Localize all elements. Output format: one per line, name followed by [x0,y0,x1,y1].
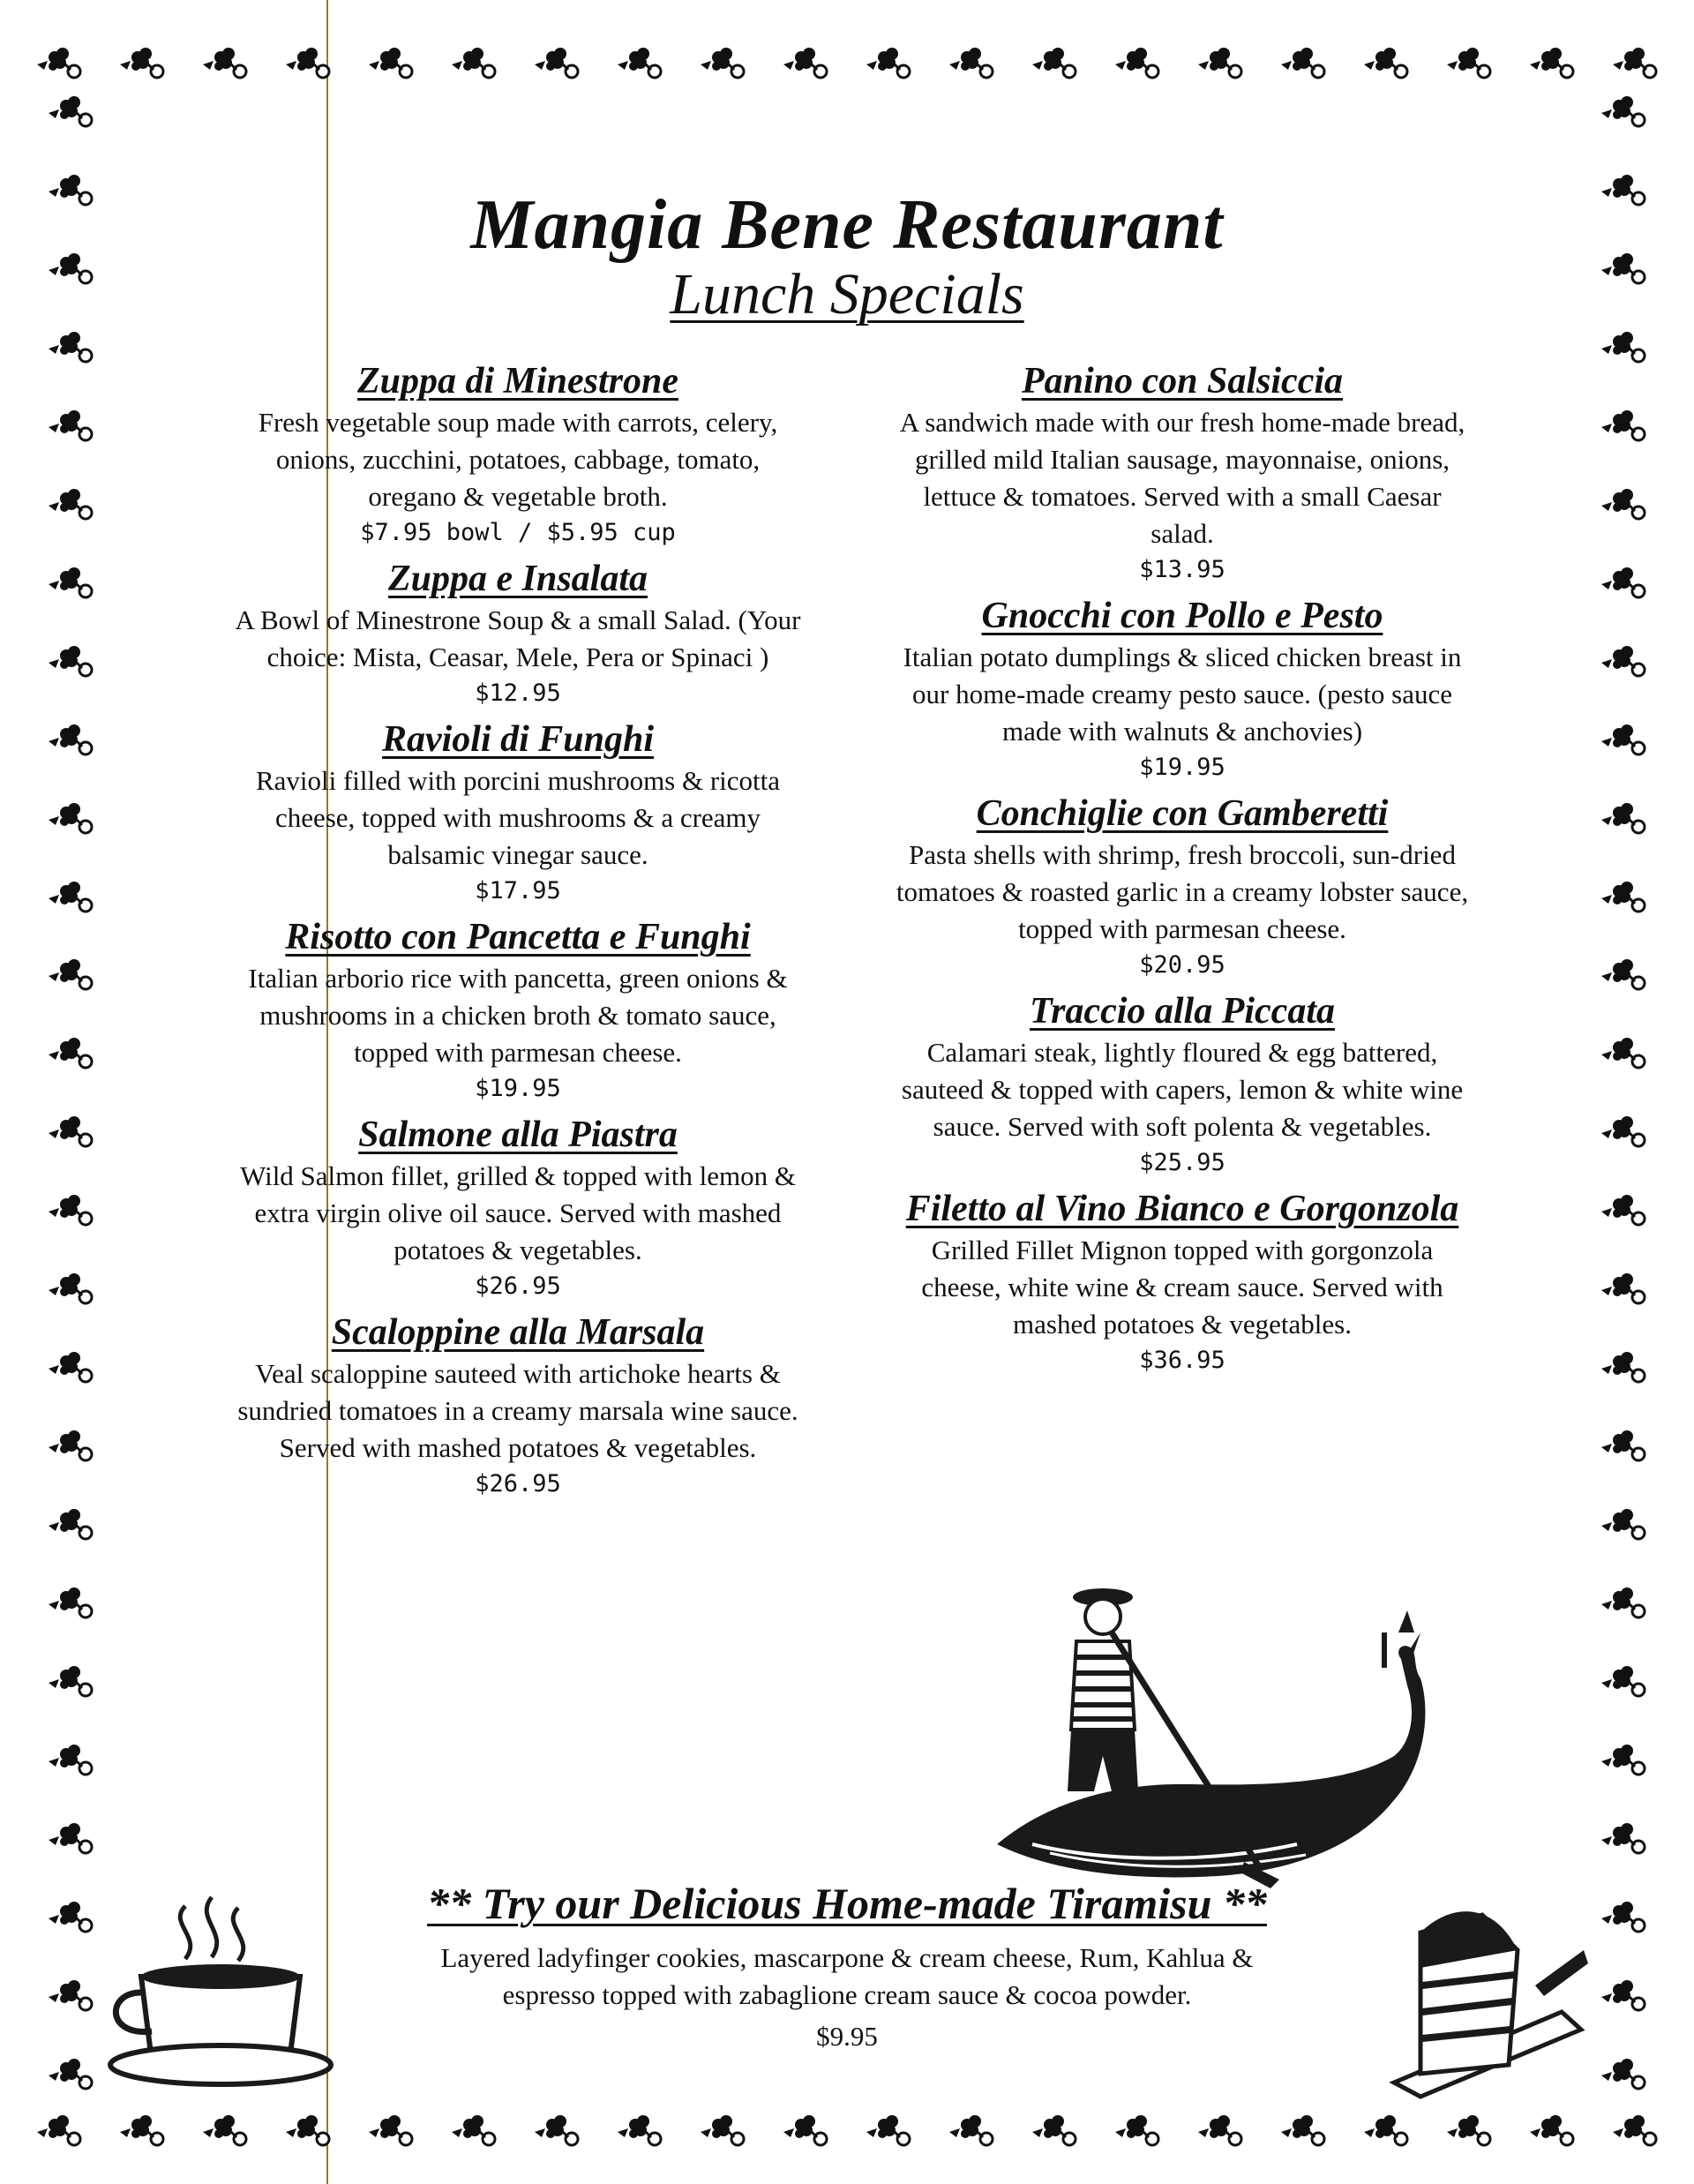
grapes-ornament-icon [948,2111,995,2151]
grapes-ornament-icon [1600,1740,1647,1781]
grapes-ornament-icon [1528,2111,1576,2151]
dessert-title: ** Try our Delicious Home-made Tiramisu ** [427,1879,1267,1928]
grapes-ornament-icon [1600,877,1647,918]
menu-item-name: Risotto con Pancetta e Funghi [285,917,751,957]
grapes-ornament-icon [47,1505,94,1545]
menu-item-price: $26.95 [475,1470,561,1497]
menu-item-name: Zuppa di Minestrone [356,361,679,402]
menu-item-description: Fresh vegetable soup made with carrots, celery, onions, zucchini, potatoes, cabbage, tomato, oregano & vegetable broth. [258,407,778,512]
grapes-ornament-icon [1600,1426,1647,1467]
gondolier-illustration [979,1580,1438,1897]
menu-item [231,914,805,1107]
grapes-ornament-icon [47,799,94,839]
border-right [1595,92,1652,2095]
left-menu-column [231,353,805,1502]
grapes-ornament-icon [47,1662,94,1702]
grapes-ornament-icon [1600,1583,1647,1624]
grapes-ornament-icon [1600,1505,1647,1545]
menu-item-description: Pasta shells with shrimp, fresh broccoli, sun-dried tomatoes & roasted garlic in a creamy lobster sauce, topped with parmesan cheese. [896,839,1469,944]
grapes-ornament-icon [47,720,94,761]
cake-slice-illustration [1385,1897,1588,2100]
menu-item-description: A sandwich made with our fresh home-made bread, grilled mild Italian sausage, mayonnaise, onions, lettuce & tomatoes. Served with a small Caesar salad. [899,407,1465,549]
menu-item-name: Salmone alla Piastra [358,1115,678,1155]
grapes-ornament-icon [47,1897,94,1938]
grapes-ornament-icon [47,2054,94,2095]
grapes-ornament-icon [1600,642,1647,682]
menu-item [231,1310,805,1502]
grapes-ornament-icon [782,2111,829,2151]
border-left [42,92,99,2095]
grapes-ornament-icon [616,2111,663,2151]
menu-item-price: $25.95 [1139,1149,1226,1176]
menu-item-name: Panino con Salsiccia [1021,361,1344,402]
grapes-ornament-icon [47,642,94,682]
grapes-ornament-icon [47,327,94,368]
grapes-ornament-icon [367,43,415,84]
menu-item-price: $19.95 [475,1075,561,1102]
menu-item-price: $12.95 [475,679,561,707]
menu-item-price: $20.95 [1139,951,1226,979]
grapes-ornament-icon [47,1190,94,1231]
grapes-ornament-icon [47,1740,94,1781]
grapes-ornament-icon [201,2111,249,2151]
grapes-ornament-icon [1600,484,1647,525]
border-top [35,35,1659,92]
menu-item-price: $26.95 [475,1272,561,1300]
menu-subtitle [476,261,1218,328]
grapes-ornament-icon [1031,43,1078,84]
grapes-ornament-icon [1445,43,1493,84]
grapes-ornament-icon [450,2111,498,2151]
grapes-ornament-icon [450,43,498,84]
grapes-ornament-icon [1445,2111,1493,2151]
grapes-ornament-icon [1600,1033,1647,1074]
grapes-ornament-icon [782,43,829,84]
grapes-ornament-icon [35,43,83,84]
grapes-ornament-icon [47,1426,94,1467]
menu-item [891,593,1473,785]
grapes-ornament-icon [1196,2111,1244,2151]
grapes-ornament-icon [1279,43,1327,84]
grapes-ornament-icon [1196,43,1244,84]
grapes-ornament-icon [699,2111,746,2151]
grapes-ornament-icon [1600,1347,1647,1388]
grapes-ornament-icon [1600,406,1647,447]
grapes-ornament-icon [1113,43,1161,84]
grapes-ornament-icon [1528,43,1576,84]
menu-item-description: Grilled Fillet Mignon topped with gorgonzola cheese, white wine & cream sauce. Served with mashed potatoes & vegetables. [921,1235,1443,1340]
grapes-ornament-icon [1362,2111,1410,2151]
menu-item [891,358,1473,588]
grapes-ornament-icon [47,563,94,604]
grapes-ornament-icon [47,1112,94,1152]
right-menu-column [891,353,1473,1378]
grapes-ornament-icon [1600,327,1647,368]
menu-subtitle-text: Lunch Specials [670,262,1024,326]
grapes-ornament-icon [1600,720,1647,761]
dessert-description: Layered ladyfinger cookies, mascarpone & cream cheese, Rum, Kahlua & espresso topped with zabaglione cream sauce & cocoa powder. [440,1942,1254,2010]
menu-item-price: $19.95 [1139,754,1226,781]
grapes-ornament-icon [47,484,94,525]
menu-item-description: Italian potato dumplings & sliced chicken breast in our home-made creamy pesto sauce. (pesto sauce made with walnuts & anchovies) [903,642,1462,747]
dessert-price: $9.95 [816,2021,878,2052]
menu-item-price: $7.95 bowl / $5.95 cup [360,519,676,546]
menu-item [231,556,805,711]
grapes-ornament-icon [367,2111,415,2151]
grapes-ornament-icon [47,92,94,132]
menu-item-description: Wild Salmon fillet, grilled & topped with lemon & extra virgin olive oil sauce. Served with mashed potatoes & vegetables. [240,1160,796,1265]
grapes-ornament-icon [47,1033,94,1074]
grapes-ornament-icon [1600,955,1647,995]
grapes-ornament-icon [699,43,746,84]
menu-item [891,1186,1473,1378]
grapes-ornament-icon [201,43,249,84]
menu-item-price: $13.95 [1139,556,1226,583]
menu-item-price: $17.95 [475,877,561,904]
grapes-ornament-icon [948,43,995,84]
menu-item [891,988,1473,1181]
grapes-ornament-icon [865,2111,912,2151]
restaurant-name: Mangia Bene Restaurant [470,186,1224,264]
coffee-cup-illustration [106,1888,335,2091]
grapes-ornament-icon [865,43,912,84]
grapes-ornament-icon [1031,2111,1078,2151]
menu-item [231,717,805,909]
grapes-ornament-icon [1600,1112,1647,1152]
menu-item-name: Scaloppine alla Marsala [331,1312,705,1353]
menu-item-description: Ravioli filled with porcini mushrooms & ricotta cheese, topped with mushrooms & a creamy balsamic vinegar sauce. [255,765,781,870]
menu-item-name: Traccio alla Piccata [1029,991,1335,1032]
grapes-ornament-icon [1600,1819,1647,1859]
menu-item-name: Filetto al Vino Bianco e Gorgonzola [905,1189,1459,1229]
grapes-ornament-icon [35,2111,83,2151]
menu-item-description: A Bowl of Minestrone Soup & a small Salad. (Your choice: Mista, Ceasar, Mele, Pera or Spinaci ) [235,604,801,672]
menu-item-name: Conchiglie con Gamberetti [976,793,1389,834]
grapes-ornament-icon [1611,2111,1659,2151]
grapes-ornament-icon [1600,1269,1647,1310]
menu-item-description: Italian arborio rice with pancetta, green onions & mushrooms in a chicken broth & tomato sauce, topped with parmesan cheese. [248,963,788,1068]
menu-item [231,358,805,551]
grapes-ornament-icon [47,955,94,995]
grapes-ornament-icon [533,43,581,84]
grapes-ornament-icon [1113,2111,1161,2151]
dessert-section [300,1876,1394,2060]
grapes-ornament-icon [1600,1897,1647,1938]
grapes-ornament-icon [47,1819,94,1859]
grapes-ornament-icon [47,877,94,918]
menu-item-name: Gnocchi con Pollo e Pesto [981,596,1383,636]
menu-item [891,791,1473,983]
grapes-ornament-icon [284,2111,332,2151]
grapes-ornament-icon [1600,92,1647,132]
menu-item-description: Calamari steak, lightly floured & egg battered, sauteed & topped with capers, lemon & white wine sauce. Served with soft polenta & vegetables. [901,1037,1464,1142]
menu-item-description: Veal scaloppine sauteed with artichoke hearts & sundried tomatoes in a creamy marsala wine sauce. Served with mashed potatoes & vegetables. [237,1358,798,1463]
grapes-ornament-icon [1600,799,1647,839]
grapes-ornament-icon [1600,1976,1647,2016]
grapes-ornament-icon [284,43,332,84]
grapes-ornament-icon [47,1269,94,1310]
border-bottom [35,2103,1659,2159]
grapes-ornament-icon [1279,2111,1327,2151]
menu-item [231,1112,805,1304]
grapes-ornament-icon [533,2111,581,2151]
grapes-ornament-icon [118,43,166,84]
grapes-ornament-icon [1600,1662,1647,1702]
menu-item-price: $36.95 [1139,1347,1226,1374]
menu-item-name: Ravioli di Funghi [381,719,655,760]
grapes-ornament-icon [1362,43,1410,84]
grapes-ornament-icon [47,1347,94,1388]
grapes-ornament-icon [1611,43,1659,84]
grapes-ornament-icon [47,1976,94,2016]
menu-item-name: Zuppa e Insalata [387,559,648,599]
grapes-ornament-icon [1600,563,1647,604]
grapes-ornament-icon [616,43,663,84]
grapes-ornament-icon [47,1583,94,1624]
grapes-ornament-icon [1600,2054,1647,2095]
grapes-ornament-icon [118,2111,166,2151]
grapes-ornament-icon [1600,1190,1647,1231]
grapes-ornament-icon [47,406,94,447]
